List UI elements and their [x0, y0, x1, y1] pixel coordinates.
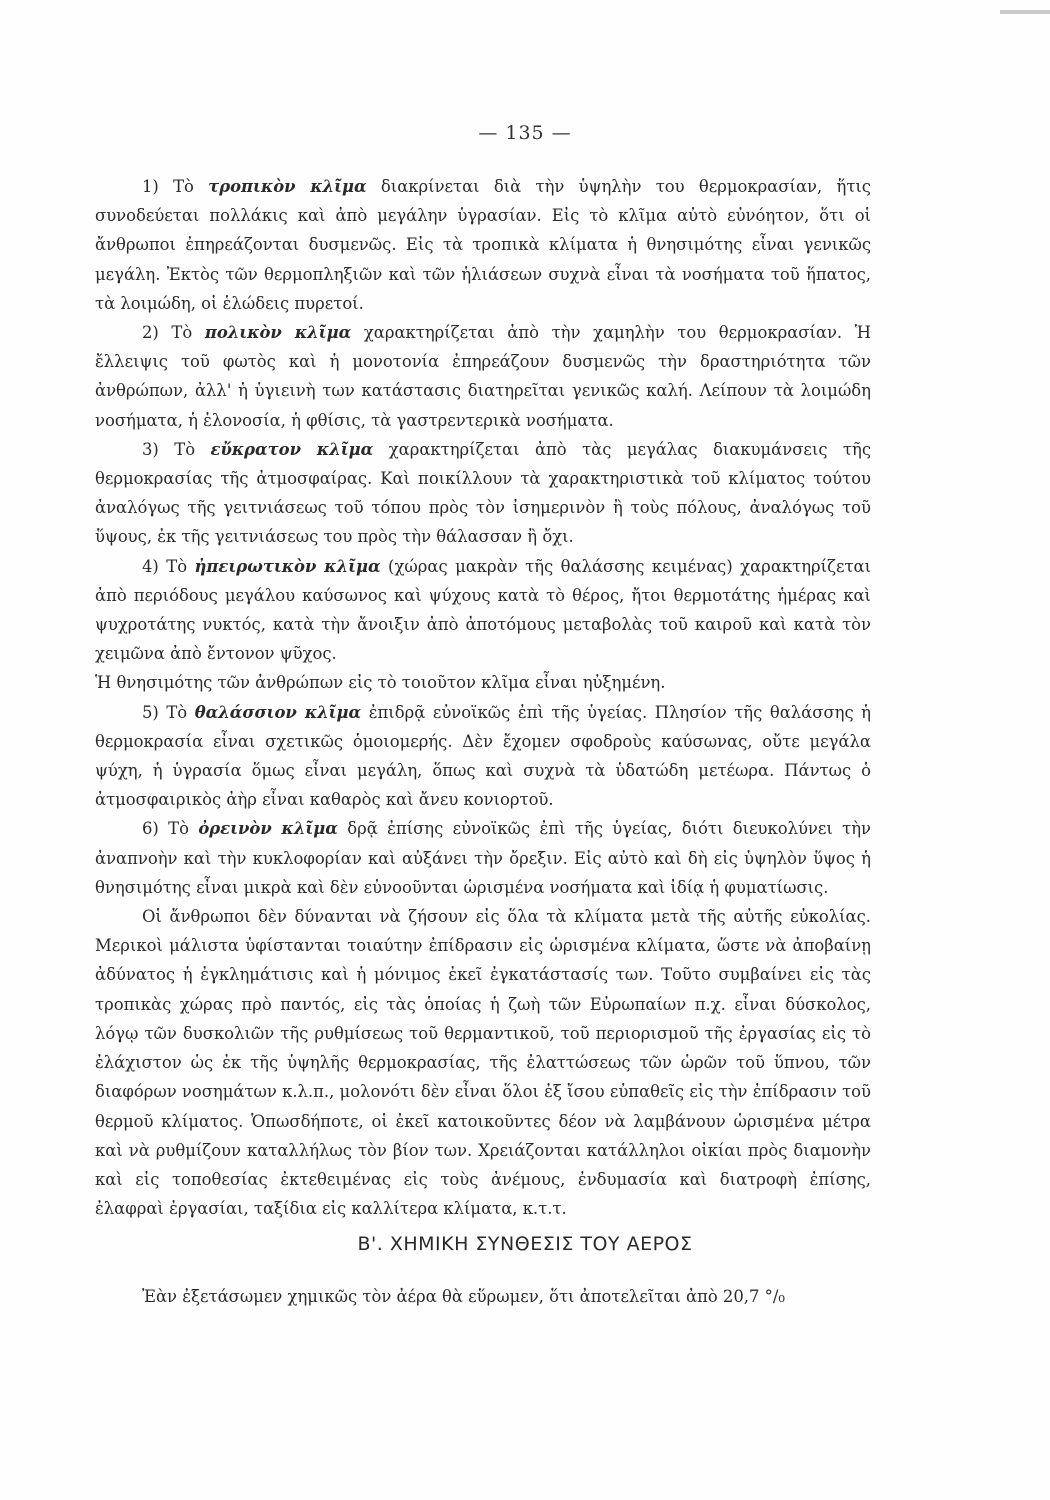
- paragraph-body: διακρίνεται διὰ τὴν ὑψηλὴν του θερμοκρασίαν, ἥτις συνοδεύεται πολλάκις καὶ ἀπὸ μεγάλην ὑγρασίαν. Εἰς τὸ κλῖμα αὐτὸ εὐνόητον, ὅτι οἱ ἄνθρωποι ἐπηρεάζονται δυσμενῶς. Εἰς τὰ τροπικὰ κλίματα ἡ θνησιμότης εἶναι γενικῶς μεγάλη. Ἐκτὸς τῶν θερμοπληξιῶν καὶ τῶν ἡλιάσεων συχνὰ εἶναι τὰ νοσήματα τοῦ ἥπατος, τὰ λοιμώδη, οἱ ἑλώδεις πυρετοί.: [95, 177, 871, 313]
- paragraph-continental-climate: [95, 552, 871, 669]
- paragraph-mountain-climate: [95, 814, 871, 902]
- paragraph-body: χαρακτηρίζεται ἀπὸ τὴν χαμηλὴν του θερμοκρασίαν. Ἡ ἔλλειψις τοῦ φωτὸς καὶ ἡ μονοτονία ἐπηρεάζουν δυσμενῶς τὴν δραστηριότητα τῶν ἀνθρώπων, ἀλλ' ἡ ὑγιεινὴ των κατάστασις διατηρεῖται γενικῶς καλή. Λείπουν τὰ λοιμώδη νοσήματα, ἡ ἑλονοσία, ἡ φθίσις, τὰ γαστρεντερικὰ νοσήματα.: [95, 323, 872, 430]
- paragraph-lead: 4) Τὸ: [142, 556, 195, 576]
- paragraph-tropical-climate: [95, 172, 871, 318]
- paragraph-temperate-climate: [95, 435, 871, 552]
- paragraph-lead: 2) Τὸ: [142, 323, 205, 343]
- term-polar-climate: πολικὸν κλῖμα: [204, 323, 352, 343]
- paragraph-body: ἐπιδρᾷ εὐνοϊκῶς ἐπὶ τῆς ὑγείας. Πλησίον τῆς θαλάσσης ἡ θερμοκρασία εἶναι σχετικῶς ὁμοιομερής. Δὲν ἔχομεν σφοδροὺς καύσωνας, οὔτε μεγάλα ψύχη, ἡ ὑγρασία ὅμως εἶναι μεγάλη, ὅπως καὶ συχνὰ τὰ ὑδατώδη μετέωρα. Πάντως ὁ ἀτμοσφαιρικὸς ἀὴρ εἶναι καθαρὸς καὶ ἄνευ κονιορτοῦ.: [95, 702, 871, 810]
- paragraph-lead: 6) Τὸ: [142, 819, 199, 839]
- paragraph-body: Οἱ ἄνθρωποι δὲν δύνανται νὰ ζήσουν εἰς ὅλα τὰ κλίματα μετὰ τῆς αὐτῆς εὐκολίας. Μερικοὶ μάλιστα ὑφίστανται τοιαύτην ἐπίδρασιν εἰς ὡρισμένα κλίματα, ὥστε νὰ ἀποβαίνῃ ἀδύνατος ἡ ἐγκλημάτισις καὶ ἡ μόνιμος ἐκεῖ ἐγκατάστασίς των. Τοῦτο συμβαίνει εἰς τὰς τροπικὰς χώρας πρὸ παντός, εἰς τὰς ὁποίας ἡ ζωὴ τῶν Εὐρωπαίων π.χ. εἶναι δύσκολος, λόγῳ τῶν δυσκολιῶν τῆς ρυθμίσεως τοῦ θερμαντικοῦ, τοῦ περιορισμοῦ τῆς ἐργασίας εἰς τὸ ἐλάχιστον ὡς ἐκ τῆς ὑψηλῆς θερμοκρασίας, τῆς ἐλαττώσεως τῶν ὡρῶν τοῦ ὕπνου, τῶν διαφόρων νοσημάτων κ.λ.π., μολονότι δὲν εἶναι ὅλοι ἐξ ἴσου εὐπαθεῖς εἰς τὴν ἐπίδρασιν τοῦ θερμοῦ κλίματος. Ὁπωσδήποτε, οἱ ἐκεῖ κατοικοῦντες δέον νὰ λαμβάνουν ὡρισμένα μέτρα καὶ νὰ ρυθμίζουν καταλλήλως τὸν βίον των. Χρειάζονται κατάλληλοι οἰκίαι πρὸς διαμονὴν καὶ εἰς τοποθεσίας ἐκτεθειμένας εἰς τοὺς ἀνέμους, ἐνδυμασία καὶ διατροφὴ ἐπίσης, ἐλαφραὶ ἐργασίαι, ταξίδια εἰς καλλίτερα κλίματα, κ.τ.τ.: [95, 907, 871, 1219]
- final-line: Ἐὰν ἐξετάσωμεν χημικῶς τὸν ἀέρα θὰ εὕρωμεν, ὅτι ἀποτελεῖται ἀπὸ 20,7 °/₀: [142, 1287, 785, 1306]
- term-mountain-climate: ὀρεινὸν κλῖμα: [198, 819, 338, 839]
- paragraph-lead: 1) Τὸ: [142, 177, 209, 196]
- term-temperate-climate: εὔκρατον κλῖμα: [210, 439, 374, 459]
- section-heading: Β'. ΧΗΜΙΚΗ ΣΥΝΘΕΣΙΣ ΤΟΥ ΑΕΡΟΣ: [357, 1233, 693, 1255]
- body-text: [95, 172, 871, 1223]
- paragraph-body: Ἡ θνησιμότης τῶν ἀνθρώπων εἰς τὸ τοιοῦτον κλῖμα εἶναι ηὐξημένη.: [95, 673, 666, 693]
- paragraph-mortality-note: [95, 668, 871, 697]
- paragraph-lead: 3) Τὸ: [142, 439, 211, 459]
- paragraph-acclimatization: [95, 902, 871, 1223]
- term-tropical-climate: τροπικὸν κλῖμα: [208, 177, 367, 196]
- paragraph-polar-climate: [95, 318, 871, 435]
- paragraph-marine-climate: [95, 698, 871, 815]
- term-marine-climate: θαλάσσιον κλῖμα: [194, 702, 362, 722]
- paragraph-body: δρᾷ ἐπίσης εὐνοϊκῶς ἐπὶ τῆς ὑγείας, διότι διευκολύνει τὴν ἀναπνοὴν καὶ τὴν κυκλοφορίαν καὶ αὐξάνει τὴν ὄρεξιν. Εἰς αὐτὸ καὶ δὴ εἰς ὑψηλὸν ὕψος ἡ θνησιμότης εἶναι μικρὰ καὶ δὲν εὐνοοῦνται ὡρισμένα νοσήματα καὶ ἰδίᾳ ἡ φυματίωσις.: [95, 819, 871, 897]
- term-continental-climate: ἠπειρωτικὸν κλῖμα: [194, 556, 381, 576]
- paragraph-lead: 5) Τὸ: [142, 702, 195, 722]
- paragraph-body: χαρακτηρίζεται ἀπὸ τὰς μεγάλας διακυμάνσεις τῆς θερμοκρασίας τῆς ἀτμοσφαίρας. Καὶ ποικίλλουν τὰ χαρακτηριστικὰ τοῦ κλίματος τούτου ἀναλόγως τῆς γειτνιάσεως τοῦ τόπου πρὸς τὸν ἰσημερινὸν ἢ τοὺς πόλους, ἀναλόγως τοῦ ὕψους, ἐκ τῆς γειτνιάσεως του πρὸς τὴν θάλασσαν ἢ ὄχι.: [95, 439, 872, 547]
- scan-corner-mark: [1000, 10, 1050, 14]
- page-number: — 135 —: [478, 122, 572, 144]
- paragraph-body: (χώρας μακρὰν τῆς θαλάσσης κειμένας) χαρακτηρίζεται ἀπὸ περιόδους μεγάλου καύσωνος καὶ ψύχους κατὰ τὸ θέρος, ἤτοι θερμοτάτης ἡμέρας καὶ ψυχροτάτης νυκτός, κατὰ τὴν ἄνοιξιν ἀπὸ ἀποτόμους μεταβολὰς τοῦ καιροῦ καὶ κατὰ τὸν χειμῶνα ἀπὸ ἔντονον ψῦχος.: [95, 556, 872, 664]
